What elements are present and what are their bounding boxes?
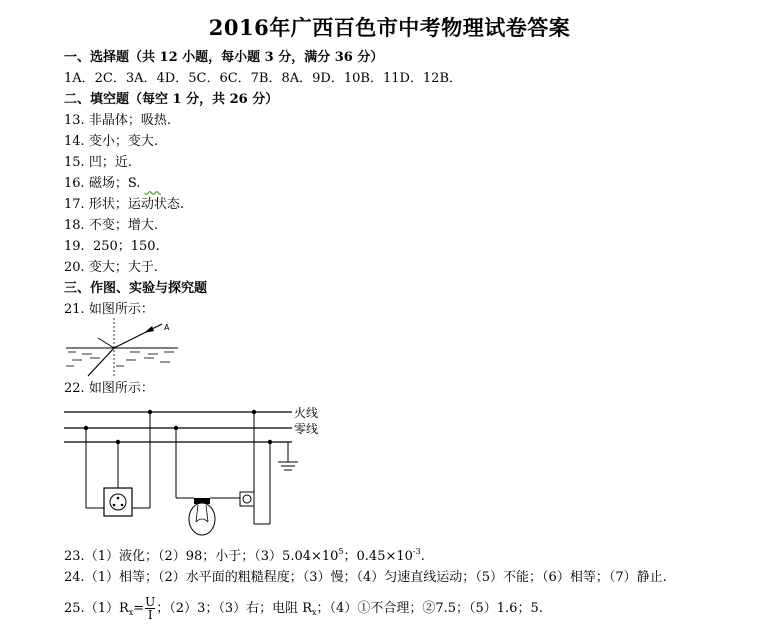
list-item: 16. 磁场；S. bbox=[64, 176, 141, 191]
list-item: 15. 凹；近. bbox=[64, 155, 132, 170]
list-item: 17. 形状；运动状态. bbox=[64, 197, 184, 212]
fraction: $\frac{U}{I}$ bbox=[145, 595, 156, 622]
svg-text:A: A bbox=[164, 323, 170, 332]
list-item: 14. 变小；变大. bbox=[64, 134, 158, 149]
section1-heading: 一、选择题（共 12 小题，每小题 3 分，满分 36 分） bbox=[64, 50, 384, 65]
section2-heading: 二、填空题（每空 1 分，共 26 分） bbox=[64, 92, 279, 107]
section1-answers: 1A．2C．3A．4D．5C．6C．7B．8A．9D．10B．11D．12B． bbox=[64, 71, 462, 86]
live-wire-label: 火线 bbox=[294, 406, 319, 420]
circuit-diagram bbox=[60, 404, 350, 544]
q22-label: 22. 如图所示： bbox=[64, 381, 154, 396]
list-item: 19. 250；150. bbox=[64, 239, 160, 254]
list-item: 13. 非晶体；吸热. bbox=[64, 113, 171, 128]
neutral-wire-label: 零线 bbox=[294, 422, 319, 436]
q21-label: 21. 如图所示： bbox=[64, 302, 154, 317]
page-title: 2016年广西百色市中考物理试卷答案 bbox=[208, 15, 571, 40]
section3-heading: 三、作图、实验与探究题 bbox=[64, 281, 208, 296]
q24-answer: 24.（1）相等；（2）水平面的粗糙程度；（3）慢；（4）匀速直线运动；（5）不能；（6）相等；（7）静止. bbox=[64, 570, 667, 585]
list-item: 20. 变大；大于. bbox=[64, 260, 158, 275]
list-item: 18. 不变；增大. bbox=[64, 218, 158, 233]
refraction-diagram bbox=[60, 318, 190, 378]
q25-answer: $25.(1)R_x=$ $\frac{U}{I}$ ；（2）3；（3）右；电阻 $R_x$；（4）①不合理；②7.5；（5）1.6；5. bbox=[64, 595, 543, 622]
q23-answer: 23.（1）液化；（2）98；小于；$(3)5.04\times 10^5$；$0.45\times 10^{-3}$. bbox=[64, 547, 425, 564]
